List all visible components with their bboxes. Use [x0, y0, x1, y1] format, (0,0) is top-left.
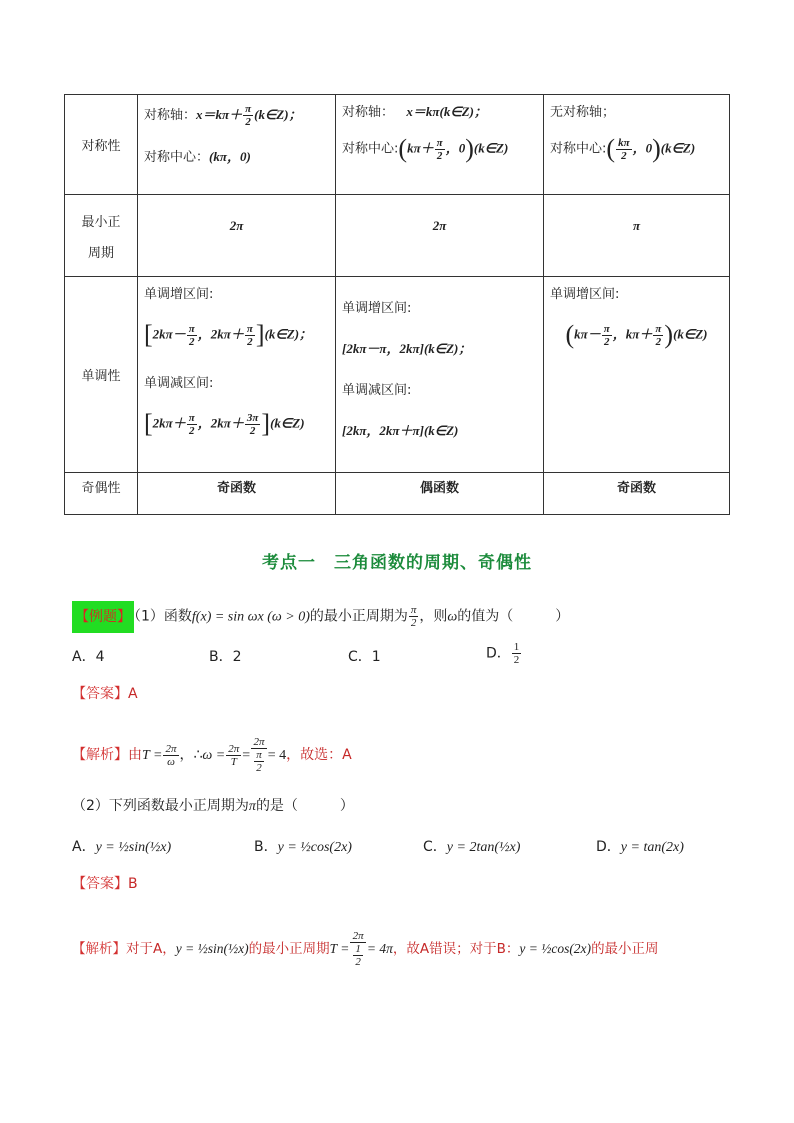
cell-cos-symmetry: 对称轴： x＝kπ(k∈Z)； 对称中心:(kπ＋ $\frac{\pi}{2}$ ，0)(k∈Z): [336, 95, 544, 195]
fraction-numerator: 2π: [251, 736, 267, 749]
center-formula-a: kπ＋: [407, 140, 434, 156]
pi-over-2-fraction: [435, 137, 445, 162]
row-header-label: 单调性: [81, 369, 121, 384]
fraction-denominator-nested: [350, 943, 366, 968]
interval-domain: (k∈Z): [270, 415, 305, 431]
parity-value: 偶函数: [419, 481, 459, 496]
row-header-symmetry: [65, 95, 138, 195]
fraction-denominator: 2: [245, 116, 251, 128]
decrease-interval: [2kπ，2kπ＋π](k∈Z): [342, 423, 459, 438]
fraction-numerator: π: [188, 411, 195, 424]
q2-pi: π: [248, 799, 256, 814]
row-header-monotonicity: [65, 277, 138, 473]
increase-label: 单调增区间:: [144, 287, 214, 302]
parity-value: 奇函数: [216, 481, 256, 496]
row-header-label-2: 周期: [87, 245, 114, 261]
interval-start: kπ－: [574, 326, 601, 342]
cell-cos-period: [336, 195, 544, 277]
option-label: D．: [596, 839, 621, 855]
answer-value: A: [128, 686, 138, 702]
cell-tan-symmetry: 无对称轴； 对称中心:( $\frac{k\pi}{2}$ ，0)(k∈Z): [544, 95, 730, 195]
interval-end: ，2kπ＋: [197, 415, 244, 431]
interval-end: ，kπ＋: [612, 326, 653, 342]
parity-value: 奇函数: [616, 481, 656, 496]
fraction-numerator: 2π: [228, 742, 240, 755]
analysis-label: 【解析】: [72, 747, 128, 763]
formula: y = ½sin(½x): [175, 941, 249, 956]
fraction-denominator: 2: [249, 424, 256, 437]
option-label: B．: [254, 839, 278, 855]
q1-omega: ω: [447, 609, 458, 625]
fraction-denominator: 2: [189, 424, 195, 437]
fraction-numerator: π: [245, 103, 252, 115]
fraction-numerator: π: [410, 604, 417, 616]
fraction-numerator: π: [655, 322, 662, 335]
period-value: 2π: [432, 217, 447, 233]
q2-option-b[interactable]: [254, 836, 352, 856]
q1-mid: 的最小正周期为: [309, 608, 408, 625]
cell-tan-monotonicity: 单调增区间: (kπ－ $\frac{\pi}{2}$ ，kπ＋ $\frac{\pi}{2}$ )(k∈Z): [544, 277, 730, 473]
axis-formula: x＝kπ＋: [196, 107, 243, 122]
analysis-text: 对于A，: [126, 941, 176, 957]
q1-option-a[interactable]: A．4: [72, 649, 105, 665]
analysis-text: 的最小正周期: [248, 941, 330, 957]
formula-result: = 4π: [366, 941, 393, 956]
axis-formula: x＝kπ(k∈Z)；: [406, 104, 487, 119]
q1-prefix: （1）函数: [134, 608, 192, 625]
one-half-fraction: [512, 641, 522, 666]
interval-start: 2kπ－: [152, 326, 186, 342]
row-header-label: 对称性: [81, 139, 121, 154]
increase-label: 单调增区间:: [342, 301, 412, 316]
fraction-numerator: 2π: [350, 930, 366, 943]
q1-suffix-a: ，则: [419, 608, 448, 625]
cell-sin-monotonicity: 单调增区间: [2kπ－ $\frac{\pi}{2}$ ，2kπ＋ $\frac{\pi}{2}$ ](k∈Z)； 单调减区间: [2kπ＋ $\frac{\pi}{2}$ ，2kπ＋ $\frac{3\pi}{2}$ ](k∈Z): [138, 277, 336, 473]
analysis-text: ，故A错误；对于B：: [392, 941, 520, 957]
center-formula-b: ，0: [445, 140, 466, 156]
fraction-denominator: ω: [167, 755, 175, 768]
answer-label: 【答案】: [72, 686, 128, 702]
row-header-period: [65, 195, 138, 277]
formula-T: T =: [329, 941, 350, 956]
option-formula: y = tan(2x): [620, 840, 684, 855]
fraction-denominator: 2: [604, 335, 610, 348]
cell-tan-period: [544, 195, 730, 277]
answer-value: B: [128, 876, 138, 892]
cell-tan-parity: [544, 473, 730, 515]
fraction-numerator: 1: [513, 641, 520, 653]
q2-suffix: 的是（ ）: [255, 798, 354, 814]
q2-option-c[interactable]: [423, 836, 520, 856]
table-row-parity: [65, 473, 730, 515]
option-label: C．: [423, 839, 447, 855]
question-1: [72, 604, 569, 629]
fraction-denominator-nested: [251, 749, 267, 774]
answer-2: [72, 873, 138, 893]
question-2: [72, 795, 354, 815]
fraction-numerator: π: [246, 322, 253, 335]
fraction-denominator: 2: [621, 149, 627, 162]
q1-suffix-b: 的值为（ ）: [457, 608, 570, 625]
increase-interval: [2kπ－π，2kπ](k∈Z)；: [342, 341, 472, 356]
q1-option-d[interactable]: [486, 641, 522, 666]
center-label: 对称中心：: [144, 150, 210, 165]
interval-end: ，2kπ＋: [197, 326, 244, 342]
table-row-monotonicity: [65, 277, 730, 473]
row-header-parity: [65, 473, 138, 515]
pi-over-2-fraction: [243, 103, 253, 128]
trig-properties-table: [64, 94, 730, 515]
center-label: 对称中心:: [342, 141, 399, 157]
analysis-text: 的最小正周: [591, 941, 659, 957]
fraction-numerator: kπ: [618, 136, 630, 149]
row-header-label: 奇偶性: [81, 481, 121, 496]
formula-T: T =: [142, 748, 163, 763]
table-row-period: [65, 195, 730, 277]
answer-label: 【答案】: [72, 876, 128, 892]
option-formula: y = ½sin(½x): [95, 840, 172, 855]
analysis-text: ，∴: [179, 747, 203, 763]
kpi-over-2-fraction: [616, 137, 632, 162]
analysis-text: ，故选：A: [286, 747, 352, 763]
fraction-numerator: π: [603, 322, 610, 335]
q1-function: f(x) = sin ωx (ω > 0): [191, 609, 310, 625]
equals: =: [242, 748, 251, 763]
fraction-numerator: π: [188, 322, 195, 335]
fraction-numerator: 1: [355, 943, 361, 955]
axis-label: 对称轴：: [342, 105, 395, 120]
cell-cos-parity: [336, 473, 544, 515]
fraction-denominator: 2: [247, 335, 253, 348]
fraction-numerator: π: [256, 749, 262, 761]
cell-sin-period: [138, 195, 336, 277]
option-formula: y = 2tan(½x): [446, 840, 521, 855]
analysis-1: [72, 736, 352, 774]
table-row-symmetry: [65, 95, 730, 195]
axis-label: 对称轴：: [144, 108, 197, 123]
analysis-label: 【解析】: [72, 941, 126, 957]
q2-option-a[interactable]: [72, 836, 171, 856]
cell-sin-symmetry: [138, 95, 336, 195]
section-title: 考点一 三角函数的周期、奇偶性: [262, 553, 532, 573]
option-label: A．: [72, 839, 96, 855]
analysis-2: [72, 930, 659, 968]
fraction-numerator: π: [436, 136, 443, 149]
q1-option-b[interactable]: B．2: [209, 649, 242, 665]
fraction-denominator: 2: [436, 149, 443, 162]
option-formula: y = ½cos(2x): [277, 840, 352, 855]
row-header-label-1: 最小正: [81, 214, 121, 230]
increase-label: 单调增区间:: [550, 287, 620, 302]
q2-prefix: （2）下列函数最小正周期为: [72, 798, 249, 814]
interval-domain: (k∈Z): [673, 326, 708, 342]
example-badge: 【例题】: [72, 601, 134, 633]
axis-domain: (k∈Z)；: [254, 107, 302, 122]
fraction-denominator: 2: [513, 654, 520, 666]
fraction-numerator: 2π: [165, 742, 177, 755]
fraction-denominator: 2: [410, 617, 417, 629]
fraction-denominator: T: [230, 755, 237, 768]
period-value: π: [632, 217, 641, 233]
fraction-denominator: 2: [256, 762, 262, 774]
center-label: 对称中心:: [550, 141, 607, 157]
analysis-text: 由: [128, 747, 142, 763]
period-value: 2π: [229, 217, 244, 233]
option-label: D．: [486, 645, 511, 662]
center-domain: (k∈Z): [473, 140, 509, 156]
interval-start: 2kπ＋: [152, 415, 186, 431]
decrease-label: 单调减区间:: [342, 383, 412, 398]
cell-cos-monotonicity: [336, 277, 544, 473]
cell-sin-parity: [138, 473, 336, 515]
center-formula-b: ，0: [632, 140, 653, 156]
formula: y = ½cos(2x): [519, 941, 592, 956]
center-formula: (kπ，0): [209, 149, 251, 164]
q1-period-fraction: [409, 604, 419, 629]
fraction-denominator: 2: [189, 335, 195, 348]
center-domain: (k∈Z): [660, 140, 696, 156]
fraction-numerator: 3π: [246, 411, 259, 424]
fraction-denominator: 2: [655, 335, 662, 348]
q2-option-d[interactable]: [596, 836, 684, 856]
formula-omega: ω =: [202, 748, 226, 763]
no-axis-label: 无对称轴；: [550, 105, 616, 120]
interval-domain: (k∈Z)；: [264, 326, 313, 342]
formula-result: = 4: [267, 748, 287, 763]
decrease-label: 单调减区间:: [144, 376, 214, 391]
q1-option-c[interactable]: C．1: [348, 649, 381, 665]
answer-1: [72, 683, 138, 703]
fraction-denominator: 2: [355, 956, 361, 968]
